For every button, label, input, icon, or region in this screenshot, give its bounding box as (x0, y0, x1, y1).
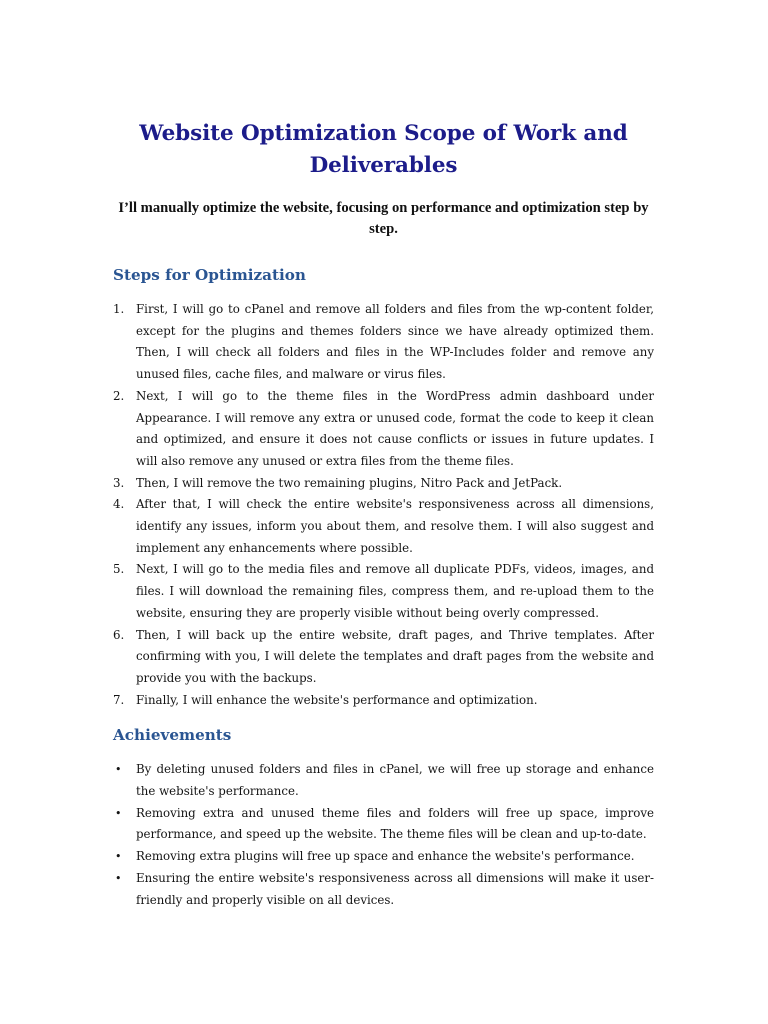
step-number: 4. (113, 497, 125, 512)
step-number: 7. (113, 692, 125, 707)
step-number: 5. (113, 562, 125, 577)
bullet-icon: • (115, 763, 122, 777)
step-text: After that, I will check the entire website's responsiveness across all dimensions, identify any issues, inform you about them, and resolve them. I will also suggest and implement any enhancements where possible. (136, 497, 654, 555)
achievement-item (113, 803, 654, 846)
achievement-text: Ensuring the entire website's responsiveness across all dimensions will make it user-friendly and properly visible on all devices. (136, 870, 654, 907)
steps-heading: Steps for Optimization (113, 266, 306, 284)
achievement-item (113, 868, 654, 911)
achievement-item (113, 759, 654, 802)
step-item (113, 690, 654, 712)
document-subtitle: I’ll manually optimize the website, focusing on performance and optimization step by step. (118, 200, 649, 237)
step-item (113, 559, 654, 624)
step-item (113, 473, 654, 495)
step-item (113, 625, 654, 690)
step-text: Finally, I will enhance the website's performance and optimization. (136, 692, 538, 707)
step-text: Then, I will remove the two remaining plugins, Nitro Pack and JetPack. (136, 475, 563, 490)
step-item (113, 494, 654, 559)
step-text: Next, I will go to the media files and remove all duplicate PDFs, videos, images, and files. I will download the remaining files, compress them, and re-upload them to the website, ensuring they are properly visible without being overly compressed. (136, 562, 654, 620)
steps-list (113, 299, 654, 711)
bullet-icon: • (115, 850, 122, 864)
achievement-text: Removing extra and unused theme files and folders will free up space, improve performance, and speed up the website. The theme files will be clean and up-to-date. (136, 805, 654, 842)
step-item (113, 386, 654, 473)
step-item (113, 299, 654, 386)
bullet-icon: • (115, 806, 122, 820)
step-number: 2. (113, 388, 125, 403)
step-number: 6. (113, 627, 125, 642)
step-text: Next, I will go to the theme files in the WordPress admin dashboard under Appearance. I will remove any extra or unused code, format the code to keep it clean and optimized, and ensure it does not cause conflicts or issues in future updates. I will also remove any unused or extra files from the theme files. (136, 388, 654, 468)
achievements-heading: Achievements (113, 726, 232, 745)
step-text: First, I will go to cPanel and remove all folders and files from the wp-content folder, except for the plugins and themes folders since we have already optimized them. Then, I will check all folders and files in the WP-Includes folder and remove any unused files, cache files, and malware or virus files. (136, 302, 654, 382)
achievement-text: Removing extra plugins will free up space and enhance the website's performance. (136, 849, 635, 864)
step-number: 1. (113, 302, 125, 316)
achievement-item (113, 846, 654, 868)
bullet-icon: • (115, 871, 122, 885)
document-page (113, 118, 654, 911)
achievement-text: By deleting unused folders and files in cPanel, we will free up storage and enhance the website's performance. (136, 762, 654, 799)
document-title: Website Optimization Scope of Work and Deliverables (139, 121, 628, 178)
step-text: Then, I will back up the entire website, draft pages, and Thrive templates. After confirming with you, I will delete the templates and draft pages from the website and provide you with the backups. (136, 627, 654, 685)
step-number: 3. (113, 475, 125, 490)
achievements-list (113, 759, 654, 911)
